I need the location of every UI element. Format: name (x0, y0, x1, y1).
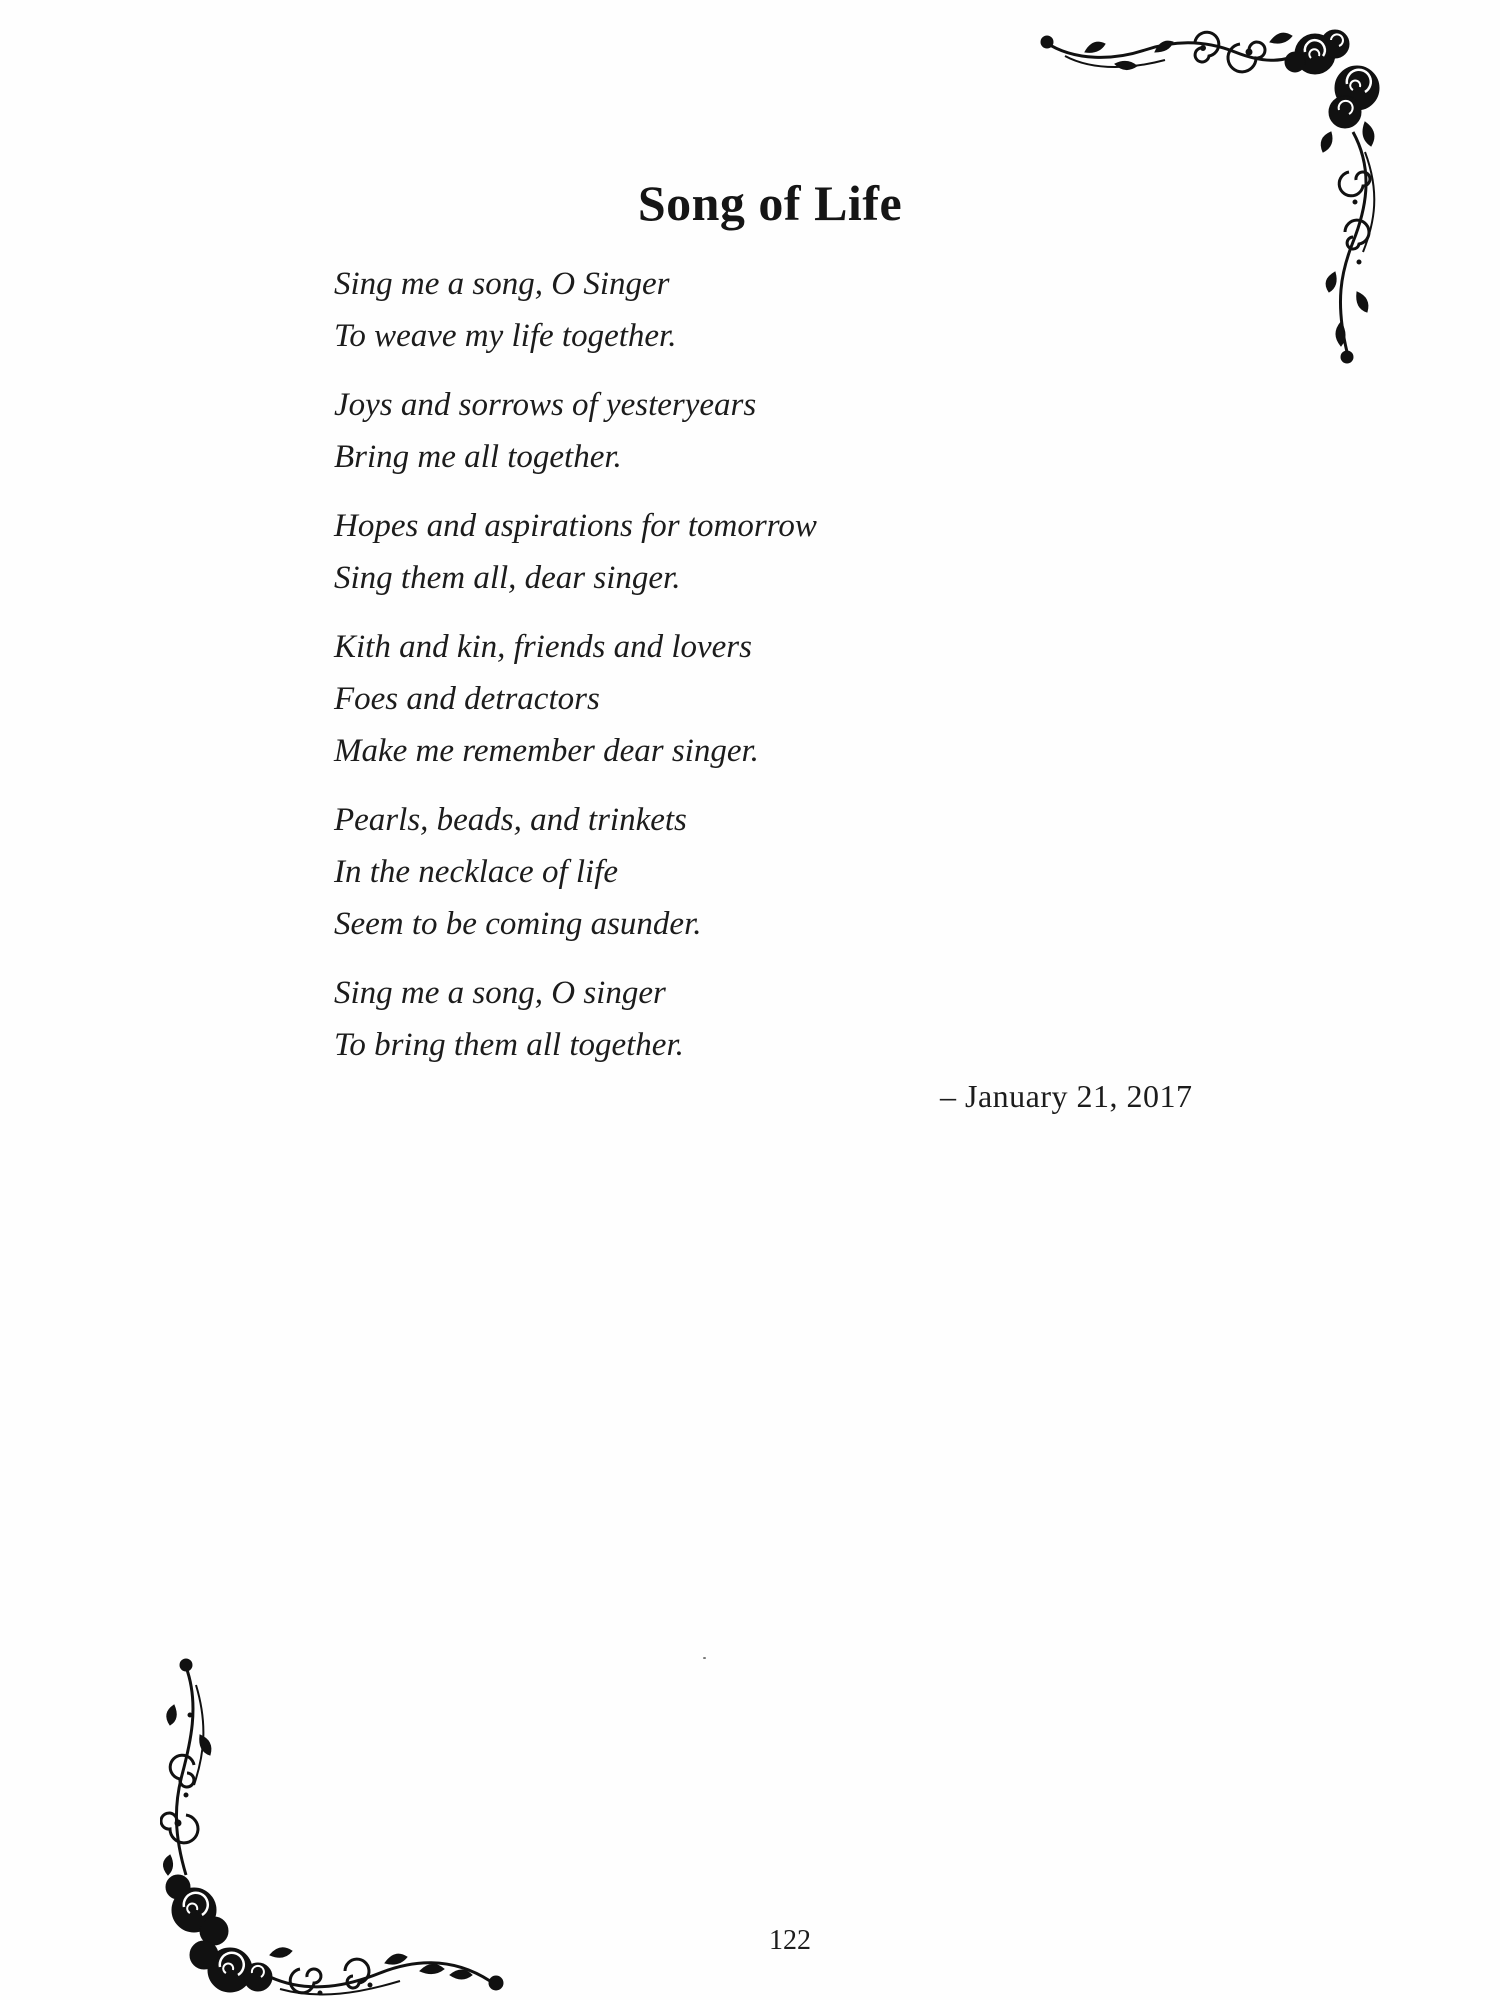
poem-line: Seem to be coming asunder. (334, 906, 702, 942)
stanza (334, 967, 1234, 1071)
poem-date: – January 21, 2017 (940, 1078, 1193, 1114)
stanza (334, 500, 1234, 604)
stanza (334, 794, 1234, 950)
poem-line: Make me remember dear singer. (334, 733, 759, 769)
poem-line: Sing them all, dear singer. (334, 560, 681, 596)
poem-line: Sing me a song, O singer (334, 975, 666, 1011)
poem-line: Bring me all together. (334, 439, 622, 475)
poem-title: Song of Life (637, 174, 903, 231)
ink-speck (703, 1657, 706, 1659)
poem-line: To bring them all together. (334, 1027, 684, 1063)
poem-line: Kith and kin, friends and lovers (334, 629, 752, 665)
poem-line: Pearls, beads, and trinkets (334, 802, 687, 838)
poem-line: Foes and detractors (334, 681, 600, 717)
poem-line: Joys and sorrows of yesteryears (334, 387, 757, 423)
poem-body (334, 258, 1234, 1088)
stanza (334, 379, 1234, 483)
poem-line: Sing me a song, O Singer (334, 266, 670, 302)
poem-line: Hopes and aspirations for tomorrow (334, 508, 817, 544)
poem-line: To weave my life together. (334, 318, 677, 354)
poem-line: In the necklace of life (334, 854, 619, 890)
page-number: 122 (769, 1925, 811, 1956)
stanza (334, 621, 1234, 777)
stanza (334, 258, 1234, 362)
